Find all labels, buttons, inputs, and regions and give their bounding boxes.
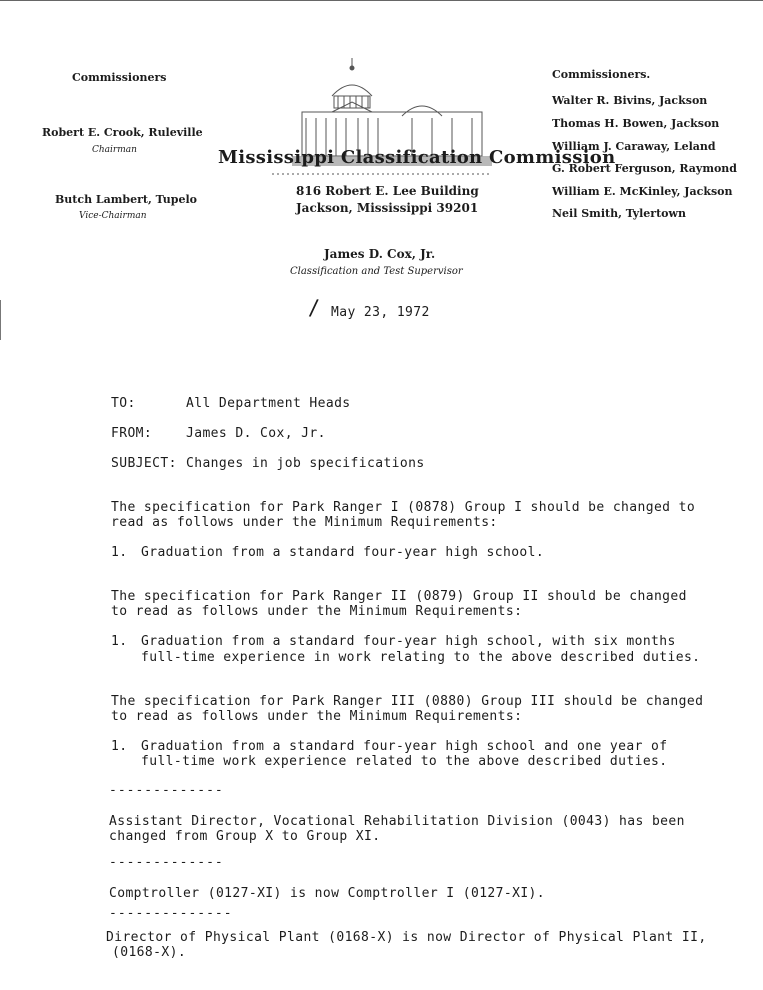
to-value: All Department Heads	[186, 396, 351, 411]
from-value: James D. Cox, Jr.	[186, 426, 326, 441]
separator-1: -------------	[109, 783, 224, 798]
subject-label: SUBJECT:	[111, 456, 177, 471]
director-name: James D. Cox, Jr.	[324, 247, 436, 261]
to-label: TO:	[111, 396, 136, 411]
commissioner-3: William J. Caraway, Leland	[552, 140, 716, 153]
p3-line-2: to read as follows under the Minimum Requirements:	[111, 709, 523, 724]
p3-item-number: 1.	[111, 739, 128, 754]
p1-item-number: 1.	[111, 545, 128, 560]
chairman-title: Chairman	[92, 145, 137, 155]
p2-item-line-1: Graduation from a standard four-year high school, with six months	[141, 634, 676, 649]
commissioner-6: Neil Smith, Tylertown	[552, 207, 686, 220]
left-commissioners-heading: Commissioners	[72, 71, 167, 84]
commissioner-4: G. Robert Ferguson, Raymond	[552, 162, 737, 175]
p6-line-2: (0168-X).	[112, 945, 187, 960]
chairman-name: Robert E. Crook, Ruleville	[42, 126, 203, 139]
p3-item-line-2: full-time work experience related to the above described duties.	[141, 754, 668, 769]
p2-item-line-2: full-time experience in work relating to the above described duties.	[141, 650, 701, 665]
p1-line-2: read as follows under the Minimum Requirements:	[111, 515, 498, 530]
capitol-building-emblem	[262, 52, 502, 192]
commissioner-2: Thomas H. Bowen, Jackson	[552, 117, 720, 130]
from-label: FROM:	[111, 426, 153, 441]
director-title: Classification and Test Supervisor	[290, 266, 463, 277]
right-commissioners-heading: Commissioners.	[552, 68, 651, 81]
commissioner-1: Walter R. Bivins, Jackson	[552, 94, 708, 107]
check-mark: /	[308, 295, 320, 322]
separator-2: -------------	[109, 855, 224, 870]
memo-date: May 23, 1972	[331, 305, 430, 320]
address-line-1: 816 Robert E. Lee Building	[296, 184, 479, 198]
p1-line-1: The specification for Park Ranger I (0878) Group I should be changed to	[111, 500, 696, 515]
p5-line-1: Comptroller (0127-XI) is now Comptroller I (0127-XI).	[109, 886, 546, 901]
separator-3: --------------	[109, 906, 233, 921]
subject-value: Changes in job specifications	[186, 456, 425, 471]
p4-line-2: changed from Group X to Group XI.	[109, 829, 381, 844]
commissioner-5: William E. McKinley, Jackson	[552, 185, 733, 198]
p4-line-1: Assistant Director, Vocational Rehabilitation Division (0043) has been	[109, 814, 685, 829]
p2-line-1: The specification for Park Ranger II (0879) Group II should be changed	[111, 589, 687, 604]
agency-name: Mississippi Classification Commission	[218, 147, 616, 168]
p2-line-2: to read as follows under the Minimum Requirements:	[111, 604, 523, 619]
p2-item-number: 1.	[111, 634, 128, 649]
vice-chairman-name: Butch Lambert, Tupelo	[55, 193, 198, 206]
scan-top-edge	[0, 0, 763, 1]
p3-line-1: The specification for Park Ranger III (0880) Group III should be changed	[111, 694, 704, 709]
scan-margin-mark	[0, 300, 1, 340]
p1-item-line-1: Graduation from a standard four-year high school.	[141, 545, 545, 560]
vice-chairman-title: Vice-Chairman	[79, 211, 147, 221]
p6-line-1: Director of Physical Plant (0168-X) is now Director of Physical Plant II,	[106, 930, 707, 945]
p3-item-line-1: Graduation from a standard four-year high school and one year of	[141, 739, 668, 754]
address-line-2: Jackson, Mississippi 39201	[296, 201, 479, 215]
